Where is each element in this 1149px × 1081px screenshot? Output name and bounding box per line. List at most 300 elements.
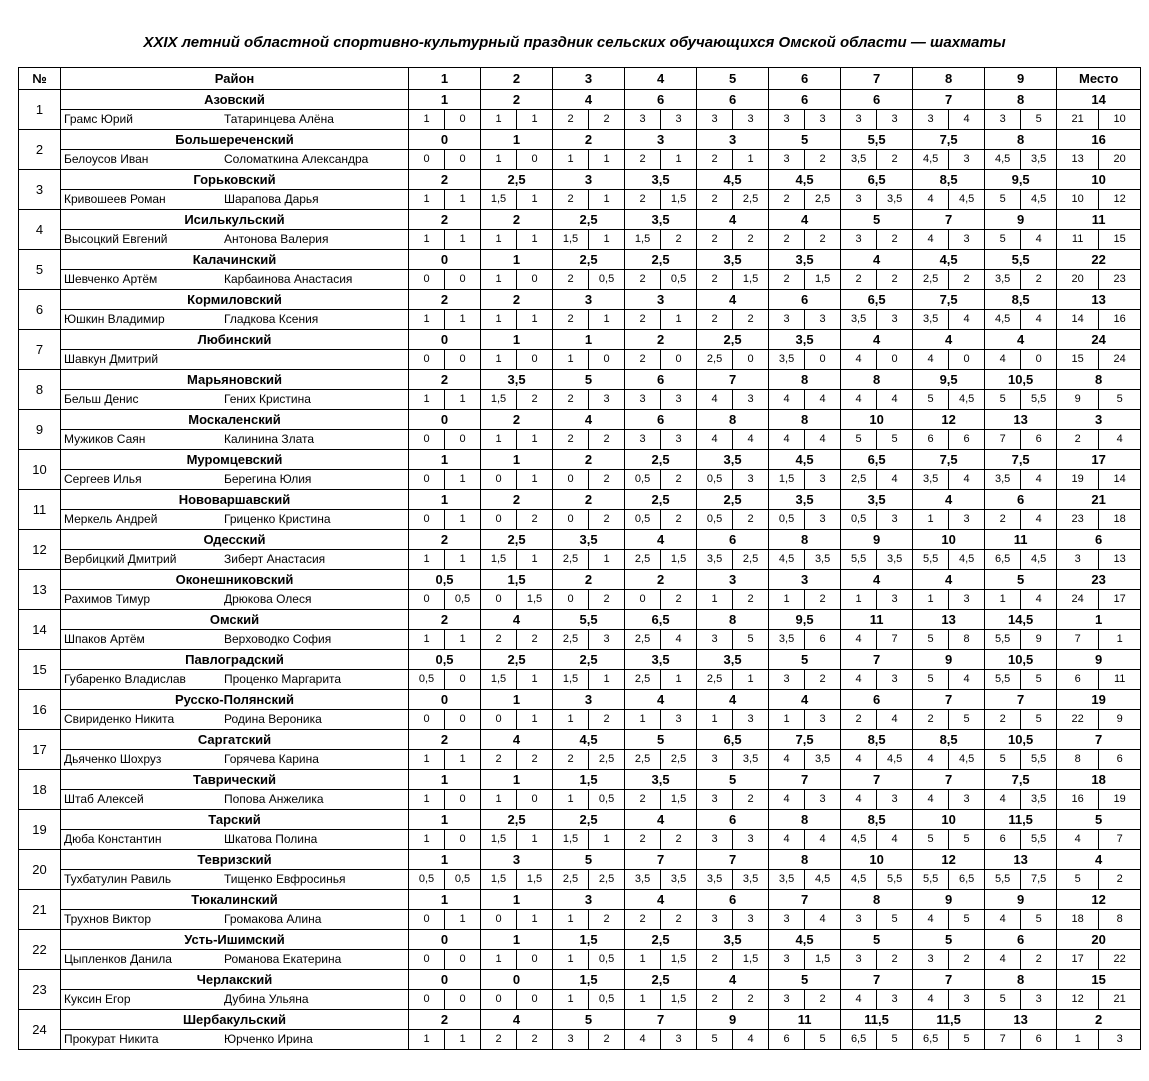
round-total: 7 <box>697 370 769 390</box>
player-girl: Горячева Карина <box>224 752 319 766</box>
board2-score: 6 <box>1021 1030 1057 1050</box>
board1-score: 1 <box>481 950 517 970</box>
team-place: 20 <box>1057 930 1141 950</box>
board2-score: 2,5 <box>661 750 697 770</box>
board1-score: 4,5 <box>985 310 1021 330</box>
board2-score: 2 <box>661 510 697 530</box>
round-total: 4 <box>769 210 841 230</box>
round-total: 8,5 <box>985 290 1057 310</box>
board1-score: 4 <box>913 190 949 210</box>
board2-score: 0 <box>877 350 913 370</box>
board1-score: 2,5 <box>553 550 589 570</box>
round-total: 0 <box>409 330 481 350</box>
round-total: 1 <box>409 810 481 830</box>
round-total: 4,5 <box>553 730 625 750</box>
board1-score: 3,5 <box>985 270 1021 290</box>
team-number: 15 <box>19 650 61 690</box>
round-total: 2 <box>553 490 625 510</box>
board1-score: 4 <box>913 990 949 1010</box>
board1-score: 1 <box>481 270 517 290</box>
board2-score: 4,5 <box>805 870 841 890</box>
board1-score: 4,5 <box>985 150 1021 170</box>
player-row <box>19 1030 1141 1050</box>
board2-score: 3 <box>949 510 985 530</box>
board2-score: 0,5 <box>661 270 697 290</box>
board2-score: 0,5 <box>445 870 481 890</box>
players-cell <box>61 950 409 970</box>
team-place: 7 <box>1057 730 1141 750</box>
board2-score: 4 <box>733 1030 769 1050</box>
board2-score: 4 <box>877 470 913 490</box>
header-district: Район <box>61 68 409 90</box>
board2-score: 3 <box>805 110 841 130</box>
player-girl: Берегина Юлия <box>224 472 312 486</box>
district-name: Калачинский <box>61 250 409 270</box>
place-board1: 15 <box>1057 350 1099 370</box>
header-round: 5 <box>697 68 769 90</box>
round-total: 2 <box>553 570 625 590</box>
board1-score: 2 <box>841 710 877 730</box>
player-row <box>19 790 1141 810</box>
players-cell <box>61 590 409 610</box>
board1-score: 3 <box>769 670 805 690</box>
board2-score: 1 <box>445 550 481 570</box>
results-body <box>19 90 1141 1050</box>
board2-score: 1 <box>517 310 553 330</box>
board2-score: 2 <box>805 990 841 1010</box>
player-boy: Бельш Денис <box>64 392 139 406</box>
team-place: 21 <box>1057 490 1141 510</box>
board2-score: 5 <box>1021 670 1057 690</box>
board1-score: 4 <box>985 950 1021 970</box>
round-total: 3,5 <box>481 370 553 390</box>
board2-score: 1 <box>445 390 481 410</box>
team-place: 5 <box>1057 810 1141 830</box>
board1-score: 0 <box>553 470 589 490</box>
board2-score: 4,5 <box>949 750 985 770</box>
round-total: 5 <box>553 1010 625 1030</box>
board2-score: 0 <box>445 350 481 370</box>
team-place: 14 <box>1057 90 1141 110</box>
round-total: 8,5 <box>913 170 985 190</box>
header-round: 1 <box>409 68 481 90</box>
players-cell <box>61 990 409 1010</box>
players-cell <box>61 270 409 290</box>
players-cell <box>61 830 409 850</box>
board1-score: 5,5 <box>913 870 949 890</box>
board1-score: 4 <box>913 230 949 250</box>
round-total: 1 <box>409 770 481 790</box>
board1-score: 3 <box>769 910 805 930</box>
place-board1: 8 <box>1057 750 1099 770</box>
player-boy: Меркель Андрей <box>64 512 158 526</box>
board2-score: 1 <box>517 830 553 850</box>
board2-score: 3,5 <box>805 550 841 570</box>
round-total: 3,5 <box>841 490 913 510</box>
round-total: 4,5 <box>769 930 841 950</box>
round-total: 8 <box>697 610 769 630</box>
board1-score: 5 <box>913 670 949 690</box>
board2-score: 4 <box>949 470 985 490</box>
board1-score: 4,5 <box>913 150 949 170</box>
round-total: 0 <box>409 250 481 270</box>
board1-score: 1,5 <box>481 870 517 890</box>
round-total: 13 <box>985 410 1057 430</box>
round-total: 3,5 <box>697 650 769 670</box>
board1-score: 5,5 <box>985 870 1021 890</box>
board1-score: 5,5 <box>985 630 1021 650</box>
board2-score: 1,5 <box>805 950 841 970</box>
round-total: 2 <box>481 290 553 310</box>
round-total: 8 <box>985 970 1057 990</box>
district-name: Оконешниковский <box>61 570 409 590</box>
board1-score: 0,5 <box>841 510 877 530</box>
board1-score: 1 <box>553 950 589 970</box>
round-total: 1 <box>409 90 481 110</box>
place-board2: 8 <box>1099 910 1141 930</box>
place-board2: 10 <box>1099 110 1141 130</box>
round-total: 2,5 <box>553 650 625 670</box>
board1-score: 3,5 <box>985 470 1021 490</box>
board2-score: 1 <box>661 670 697 690</box>
board2-score: 0 <box>445 950 481 970</box>
round-total: 6 <box>769 90 841 110</box>
board1-score: 5 <box>985 750 1021 770</box>
board1-score: 6 <box>913 430 949 450</box>
board2-score: 1 <box>445 230 481 250</box>
board2-score: 4 <box>1021 470 1057 490</box>
round-total: 4 <box>553 90 625 110</box>
board2-score: 5 <box>1021 710 1057 730</box>
round-total: 4 <box>841 570 913 590</box>
board1-score: 2 <box>985 710 1021 730</box>
round-total: 8 <box>769 810 841 830</box>
board1-score: 3 <box>841 230 877 250</box>
round-total: 8 <box>985 130 1057 150</box>
round-total: 1 <box>553 330 625 350</box>
round-total: 4 <box>697 290 769 310</box>
board1-score: 2 <box>625 270 661 290</box>
round-total: 10,5 <box>985 730 1057 750</box>
board2-score: 2 <box>877 270 913 290</box>
team-row <box>19 130 1141 150</box>
board2-score: 2 <box>733 790 769 810</box>
player-girl: Романова Екатерина <box>224 952 342 966</box>
board1-score: 1 <box>481 350 517 370</box>
round-total: 2,5 <box>625 490 697 510</box>
board1-score: 1,5 <box>625 230 661 250</box>
round-total: 7 <box>913 970 985 990</box>
round-total: 5 <box>625 730 697 750</box>
players-cell <box>61 510 409 530</box>
place-board2: 9 <box>1099 710 1141 730</box>
round-total: 14,5 <box>985 610 1057 630</box>
round-total: 7 <box>769 770 841 790</box>
place-board2: 24 <box>1099 350 1141 370</box>
board2-score: 2 <box>589 510 625 530</box>
board1-score: 0 <box>481 710 517 730</box>
place-board2: 23 <box>1099 270 1141 290</box>
round-total: 6 <box>625 370 697 390</box>
board2-score: 0 <box>445 150 481 170</box>
board2-score: 1,5 <box>805 270 841 290</box>
team-number: 1 <box>19 90 61 130</box>
round-total: 4 <box>841 250 913 270</box>
board1-score: 2 <box>625 910 661 930</box>
board2-score: 2 <box>517 630 553 650</box>
place-board2: 12 <box>1099 190 1141 210</box>
place-board1: 22 <box>1057 710 1099 730</box>
board2-score: 2 <box>1021 950 1057 970</box>
round-total: 2 <box>409 730 481 750</box>
board1-score: 2 <box>553 310 589 330</box>
round-total: 10 <box>913 530 985 550</box>
round-total: 1 <box>481 450 553 470</box>
board1-score: 3 <box>841 190 877 210</box>
board1-score: 2 <box>913 710 949 730</box>
round-total: 3 <box>625 130 697 150</box>
round-total: 1 <box>409 890 481 910</box>
board2-score: 0 <box>1021 350 1057 370</box>
board2-score: 4 <box>877 710 913 730</box>
board2-score: 4 <box>805 910 841 930</box>
round-total: 7 <box>769 890 841 910</box>
round-total: 11,5 <box>913 1010 985 1030</box>
player-girl: Соломаткина Александра <box>224 152 369 166</box>
team-row <box>19 490 1141 510</box>
board2-score: 3,5 <box>733 870 769 890</box>
board2-score: 0 <box>445 830 481 850</box>
district-name: Тарский <box>61 810 409 830</box>
board2-score: 5 <box>877 910 913 930</box>
round-total: 6 <box>625 410 697 430</box>
board2-score: 4 <box>805 830 841 850</box>
board2-score: 1,5 <box>733 270 769 290</box>
round-total: 8 <box>769 530 841 550</box>
board2-score: 1 <box>445 1030 481 1050</box>
board2-score: 1 <box>589 310 625 330</box>
player-row <box>19 190 1141 210</box>
board1-score: 2 <box>625 830 661 850</box>
board1-score: 3 <box>913 950 949 970</box>
round-total: 8 <box>697 410 769 430</box>
board2-score: 1 <box>517 670 553 690</box>
board1-score: 3 <box>769 150 805 170</box>
board2-score: 1 <box>517 110 553 130</box>
team-row <box>19 290 1141 310</box>
team-number: 21 <box>19 890 61 930</box>
board1-score: 4 <box>841 790 877 810</box>
round-total: 4,5 <box>769 170 841 190</box>
board2-score: 2,5 <box>733 550 769 570</box>
board2-score: 0 <box>805 350 841 370</box>
player-boy: Белоусов Иван <box>64 152 149 166</box>
board2-score: 3 <box>949 790 985 810</box>
board2-score: 0 <box>445 670 481 690</box>
board2-score: 2 <box>517 750 553 770</box>
round-total: 3,5 <box>769 490 841 510</box>
board2-score: 1 <box>445 310 481 330</box>
board1-score: 4 <box>841 990 877 1010</box>
board2-score: 5 <box>949 710 985 730</box>
board2-score: 4,5 <box>949 550 985 570</box>
round-total: 2 <box>409 530 481 550</box>
team-row <box>19 250 1141 270</box>
board2-score: 3 <box>877 310 913 330</box>
team-number: 17 <box>19 730 61 770</box>
board1-score: 1 <box>409 310 445 330</box>
board1-score: 2 <box>481 750 517 770</box>
board1-score: 6,5 <box>841 1030 877 1050</box>
round-total: 2 <box>481 90 553 110</box>
player-girl: Тищенко Евфросинья <box>224 872 346 886</box>
district-name: Муромцевский <box>61 450 409 470</box>
board1-score: 2,5 <box>625 630 661 650</box>
board2-score: 4,5 <box>949 390 985 410</box>
team-row <box>19 370 1141 390</box>
round-total: 2,5 <box>625 930 697 950</box>
board2-score: 3 <box>661 390 697 410</box>
place-board2: 20 <box>1099 150 1141 170</box>
board1-score: 0 <box>409 470 445 490</box>
team-row <box>19 210 1141 230</box>
board1-score: 6 <box>985 830 1021 850</box>
board1-score: 1 <box>409 630 445 650</box>
player-boy: Тухбатулин Равиль <box>64 872 172 886</box>
round-total: 9 <box>841 530 913 550</box>
header-round: 8 <box>913 68 985 90</box>
player-row <box>19 750 1141 770</box>
round-total: 2,5 <box>625 970 697 990</box>
player-boy: Свириденко Никита <box>64 712 175 726</box>
board1-score: 3 <box>913 110 949 130</box>
player-boy: Сергеев Илья <box>64 472 142 486</box>
player-row <box>19 150 1141 170</box>
board1-score: 1 <box>769 710 805 730</box>
team-row <box>19 770 1141 790</box>
board1-score: 5 <box>985 230 1021 250</box>
board1-score: 0,5 <box>409 870 445 890</box>
round-total: 2 <box>409 370 481 390</box>
team-number: 10 <box>19 450 61 490</box>
player-girl: Шарапова Дарья <box>224 192 319 206</box>
header-round: 2 <box>481 68 553 90</box>
round-total: 7 <box>697 850 769 870</box>
players-cell <box>61 310 409 330</box>
player-row <box>19 830 1141 850</box>
round-total: 1 <box>409 490 481 510</box>
board2-score: 2 <box>517 390 553 410</box>
round-total: 7 <box>625 1010 697 1030</box>
board1-score: 3 <box>697 910 733 930</box>
round-total: 2,5 <box>553 810 625 830</box>
player-girl: Гриценко Кристина <box>224 512 331 526</box>
board1-score: 1 <box>481 230 517 250</box>
board1-score: 5,5 <box>841 550 877 570</box>
board2-score: 0 <box>445 710 481 730</box>
board1-score: 0 <box>481 910 517 930</box>
player-boy: Шевченко Артём <box>64 272 158 286</box>
board2-score: 6 <box>949 430 985 450</box>
board2-score: 1 <box>589 230 625 250</box>
round-total: 7 <box>841 970 913 990</box>
round-total: 2,5 <box>697 330 769 350</box>
round-total: 0 <box>409 930 481 950</box>
player-girl: Карбаинова Анастасия <box>224 272 353 286</box>
round-total: 13 <box>913 610 985 630</box>
round-total: 1,5 <box>553 970 625 990</box>
place-board2: 2 <box>1099 870 1141 890</box>
board2-score: 2 <box>805 230 841 250</box>
round-total: 1 <box>481 930 553 950</box>
round-total: 5 <box>769 130 841 150</box>
round-total: 0 <box>409 970 481 990</box>
place-board1: 12 <box>1057 990 1099 1010</box>
board1-score: 1 <box>553 990 589 1010</box>
round-total: 5 <box>553 850 625 870</box>
round-total: 7,5 <box>985 770 1057 790</box>
round-total: 7,5 <box>769 730 841 750</box>
board2-score: 2 <box>733 230 769 250</box>
board1-score: 3 <box>625 390 661 410</box>
team-place: 23 <box>1057 570 1141 590</box>
place-board2: 18 <box>1099 510 1141 530</box>
board2-score: 7 <box>877 630 913 650</box>
board2-score: 6 <box>805 630 841 650</box>
board2-score: 1,5 <box>517 870 553 890</box>
round-total: 1 <box>481 130 553 150</box>
board1-score: 3,5 <box>769 630 805 650</box>
round-total: 11 <box>841 610 913 630</box>
board2-score: 3 <box>877 790 913 810</box>
board1-score: 1,5 <box>481 670 517 690</box>
board2-score: 3 <box>877 590 913 610</box>
board1-score: 3 <box>625 430 661 450</box>
team-number: 14 <box>19 610 61 650</box>
board2-score: 4 <box>805 430 841 450</box>
board2-score: 2 <box>589 910 625 930</box>
board2-score: 2 <box>805 150 841 170</box>
place-board1: 17 <box>1057 950 1099 970</box>
header-round: 9 <box>985 68 1057 90</box>
board2-score: 1 <box>517 710 553 730</box>
round-total: 3 <box>697 570 769 590</box>
round-total: 4 <box>697 970 769 990</box>
team-row <box>19 90 1141 110</box>
team-row <box>19 930 1141 950</box>
round-total: 8,5 <box>841 810 913 830</box>
round-total: 6 <box>625 90 697 110</box>
team-number: 23 <box>19 970 61 1010</box>
board2-score: 1,5 <box>661 990 697 1010</box>
round-total: 1 <box>481 330 553 350</box>
team-place: 3 <box>1057 410 1141 430</box>
board1-score: 2 <box>553 190 589 210</box>
board1-score: 5 <box>697 1030 733 1050</box>
board2-score: 2 <box>589 430 625 450</box>
team-number: 24 <box>19 1010 61 1050</box>
board2-score: 2 <box>733 310 769 330</box>
board2-score: 1 <box>517 910 553 930</box>
round-total: 4 <box>625 530 697 550</box>
team-number: 3 <box>19 170 61 210</box>
board1-score: 2 <box>769 190 805 210</box>
board2-score: 1 <box>445 190 481 210</box>
board2-score: 3,5 <box>877 550 913 570</box>
team-row <box>19 610 1141 630</box>
place-board2: 1 <box>1099 630 1141 650</box>
round-total: 6 <box>985 930 1057 950</box>
